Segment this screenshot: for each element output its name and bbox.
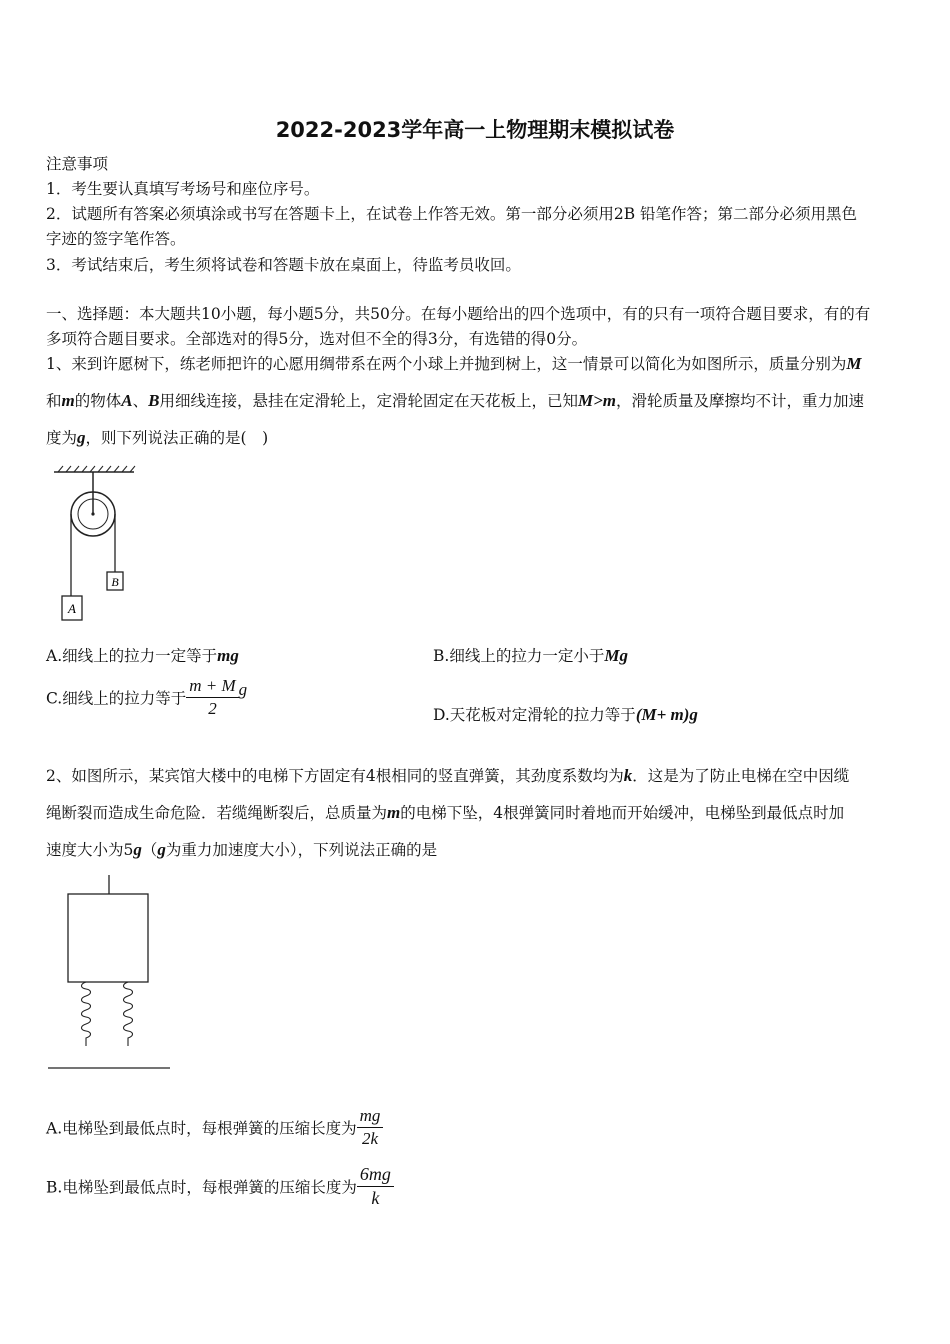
notice-item: 3．考试结束后，考生须将试卷和答题卡放在桌面上，待监考员收回。 [46,256,521,274]
fraction: $\frac{mg}{2k}$ [357,1106,384,1149]
q1-option-d[interactable]: D.天花板对定滑轮的拉力等于(M+ m)g [433,705,698,724]
notice-item: 字迹的签字笔作答。 [46,230,186,248]
q2-option-b[interactable]: B.电梯坠到最低点时，每根弹簧的压缩长度为 $\frac{6mg}{k}$ [46,1164,394,1209]
section-instructions: 一、选择题：本大题共10小题，每小题5分，共50分。在每小题给出的四个选项中，有的只有一项符合题目要求，有的有 [46,305,871,323]
q2-stem-line2: 绳断裂而造成生命危险．若缆绳断裂后，总质量为m的电梯下坠，4根弹簧同时着地而开始缓冲，电梯坠到最低点时加 [46,803,845,822]
page-title: 2022-2023学年高一上物理期末模拟试卷 [275,118,675,142]
q1-stem-line1: 1、来到许愿树下，练老师把许的心愿用绸带系在两个小球上并抛到树上，这一情景可以简化为如图所示，质量分别为M [46,354,862,373]
q1-option-c[interactable]: C.细线上的拉力等于 $\frac{m + M}{2}$ g [46,676,248,718]
fraction: $\frac{6mg}{k}$ [357,1164,394,1209]
block-b-label: B [111,575,119,589]
q1-option-b[interactable]: B.细线上的拉力一定小于Mg [433,646,628,665]
notice-heading: 注意事项 [46,155,109,173]
notice-item: 2．试题所有答案必须填涂或书写在答题卡上，在试卷上作答无效。第一部分必须用2B 铅笔作答；第二部分必须用黑色 [46,205,858,223]
spring-right [124,982,133,1046]
elevator-car [68,894,148,982]
notice-item: 1．考生要认真填写考场号和座位序号。 [46,180,320,198]
block-a-label: A [68,601,76,616]
q1-option-a[interactable]: A.细线上的拉力一定等于mg [46,646,239,665]
spring-left [82,982,91,1046]
section-instructions: 多项符合题目要求。全部选对的得5分，选对但不全的得3分，有选错的得0分。 [46,330,588,348]
fraction: $\frac{m + M}{2}$ [186,676,238,719]
pulley-diagram [48,462,148,627]
q2-stem-line3: 速度大小为5g（g为重力加速度大小），下列说法正确的是 [46,840,438,859]
q1-stem-line3: 度为g，则下列说法正确的是( ) [46,428,269,447]
q2-option-a[interactable]: A.电梯坠到最低点时，每根弹簧的压缩长度为 $\frac{mg}{2k}$ [46,1106,383,1149]
q1-stem-line2: 和m的物体A、B用细线连接，悬挂在定滑轮上，定滑轮固定在天花板上，已知M>m，滑轮质量及摩擦均不计，重力加速 [46,391,865,410]
elevator-diagram [46,872,176,1072]
q2-stem-line1: 2、如图所示，某宾馆大楼中的电梯下方固定有4根相同的竖直弹簧，其劲度系数均为k．这是为了防止电梯在空中因缆 [46,766,850,785]
